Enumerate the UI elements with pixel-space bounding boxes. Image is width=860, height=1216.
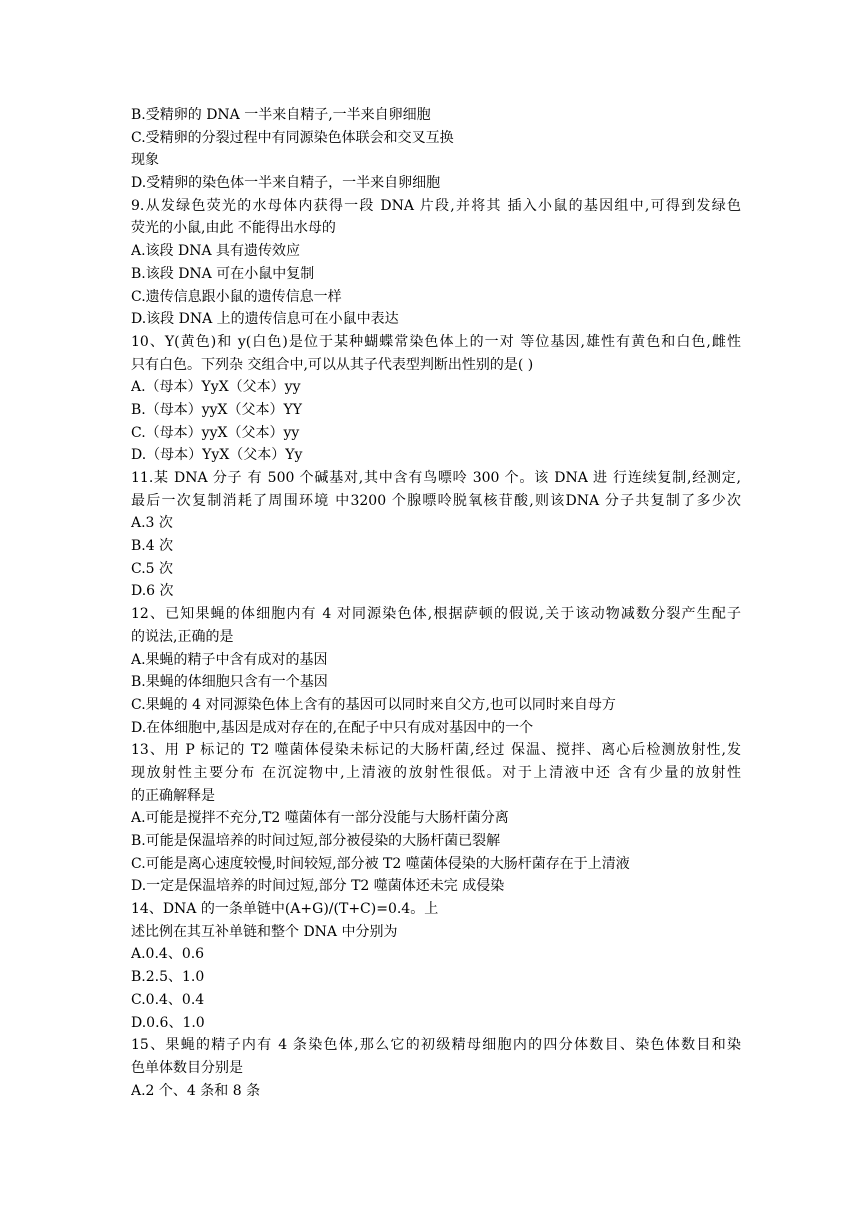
question-11-stem: 11.某 DNA 分子 有 500 个碱基对,其中含有鸟嘌呤 300 个。该 DNA 进 行连续复制,经测定, (131, 470, 741, 486)
option-11c: C.5 次 (131, 560, 174, 577)
option-8c: C.受精卵的分裂过程中有同源染色体联会和交叉互换 (131, 129, 454, 146)
option-8d: D.受精卵的染色体一半来自精子，一半来自卵细胞 (131, 175, 441, 192)
option-9c: C.遗传信息跟小鼠的遗传信息一样 (131, 288, 342, 305)
option-10a: A.（母本）YyX（父本）yy (131, 379, 301, 396)
option-10d: D.（母本）YyX（父本）Yy (131, 447, 303, 464)
option-11d: D.6 次 (131, 583, 174, 600)
option-8c-continued: 现象 (131, 152, 159, 169)
option-13d: D.一定是保温培养的时间过短,部分 T2 噬菌体还未完 成侵染 (131, 878, 505, 895)
question-13-stem: 13、用 P 标记的 T2 噬菌体侵染未标记的大肠杆菌,经过 保温、搅拌、离心后检测放射性,发 (131, 742, 741, 759)
option-12b: B.果蝇的体细胞只含有一个基因 (131, 674, 328, 691)
document-page (131, 104, 741, 1102)
question-9-stem-continued: 荧光的小鼠,由此 不能得出水母的 (131, 220, 336, 237)
question-15-stem-continued: 色单体数目分别是 (131, 1059, 243, 1076)
question-9-stem: 9.从发绿色荧光的水母体内获得一段 DNA 片段,并将其 插入小鼠的基因组中,可得到发绿色 (131, 197, 741, 214)
question-13-stem-end: 的正确解释是 (131, 787, 215, 804)
option-9a: A.该段 DNA 具有遗传效应 (131, 243, 301, 260)
option-13a: A.可能是搅拌不充分,T2 噬菌体有一部分没能与大肠杆菌分离 (131, 810, 509, 827)
question-14-stem-continued: 述比例在其互补单链和整个 DNA 中分别为 (131, 923, 398, 940)
option-12a: A.果蝇的精子中含有成对的基因 (131, 651, 328, 668)
question-12-stem: 12、已知果蝇的体细胞内有 4 对同源染色体,根据萨顿的假说,关于该动物减数分裂产生配子 (131, 606, 741, 623)
question-12-stem-continued: 的说法,正确的是 (131, 628, 234, 645)
option-10c: C.（母本）yyX（父本）yy (131, 424, 300, 441)
option-11b: B.4 次 (131, 538, 174, 555)
question-10-stem-continued: 只有白色。下列杂 交组合中,可以从其子代表型判断出性别的是( ) (131, 356, 534, 373)
question-13-stem-continued: 现放射性主要分布 在沉淀物中,上清液的放射性很低。对于上清液中还 含有少量的放射性 (131, 764, 741, 781)
option-14d: D.0.6、1.0 (131, 1014, 205, 1031)
option-14a: A.0.4、0.6 (131, 946, 205, 963)
question-14-stem: 14、DNA 的一条单链中(A+G)/(T+C)=0.4。上 (131, 901, 439, 918)
option-10b: B.（母本）yyX（父本）YY (131, 401, 303, 418)
option-14b: B.2.5、1.0 (131, 969, 205, 986)
option-9b: B.该段 DNA 可在小鼠中复制 (131, 265, 315, 282)
option-14c: C.0.4、0.4 (131, 991, 205, 1008)
option-13c: C.可能是离心速度较慢,时间较短,部分被 T2 噬菌体侵染的大肠杆菌存在于上清液 (131, 855, 630, 872)
option-11a: A.3 次 (131, 515, 173, 532)
option-12d: D.在体细胞中,基因是成对存在的,在配子中只有成对基因中的一个 (131, 719, 534, 736)
option-15a: A.2 个、4 条和 8 条 (131, 1082, 261, 1099)
option-8b: B.受精卵的 DNA 一半来自精子,一半来自卵细胞 (131, 107, 431, 123)
question-15-stem: 15、果蝇的精子内有 4 条染色体,那么它的初级精母细胞内的四分体数目、染色体数目和染 (131, 1037, 741, 1054)
option-13b: B.可能是保温培养的时间过短,部分被侵染的大肠杆菌已裂解 (131, 833, 501, 849)
question-10-stem: 10、Y(黄色)和 y(白色)是位于某种蝴蝶常染色体上的一对 等位基因,雄性有黄色和白色,雌性 (131, 333, 741, 350)
option-9d: D.该段 DNA 上的遗传信息可在小鼠中表达 (131, 311, 399, 328)
option-12c: C.果蝇的 4 对同源染色体上含有的基因可以同时来自父方,也可以同时来自母方 (131, 696, 616, 713)
question-11-stem-continued: 最后一次复制消耗了周围环境 中3200 个腺嘌呤脱氧核苷酸,则该DNA 分子共复制了多少次 (131, 492, 741, 509)
